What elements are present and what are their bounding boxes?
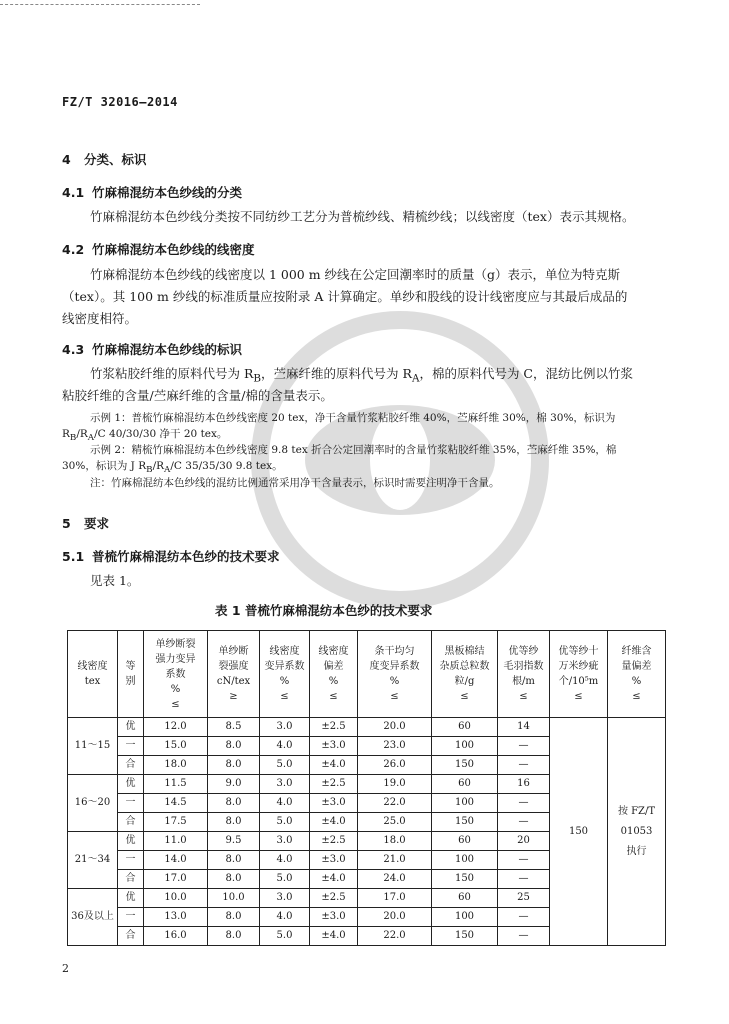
page-number: 2 (62, 962, 69, 975)
header-cell: 单纱断裂 强力变异 系数 % ≤ (144, 631, 208, 718)
section-4-3-body-line1: 竹浆粘胶纤维的原料代号为 $R_B$，苎麻纤维的原料代号为 $R_A$，棉的原料代号为 C，混纺比例以竹浆 (90, 366, 633, 385)
value-cell: 20 (498, 832, 550, 851)
value-cell: ±4.0 (310, 756, 358, 775)
value-cell: 26.0 (358, 756, 432, 775)
value-cell: 11.5 (144, 775, 208, 794)
value-cell: — (498, 794, 550, 813)
table-row (68, 718, 666, 737)
header-cell: 条干均匀 度变异系数 % ≤ (358, 631, 432, 718)
value-cell: 9.5 (208, 832, 260, 851)
value-cell: 18.0 (358, 832, 432, 851)
value-cell: 22.0 (358, 794, 432, 813)
grade-cell: 合 (118, 813, 144, 832)
grade-cell: 合 (118, 927, 144, 946)
value-cell: 100 (432, 794, 498, 813)
value-cell: ±4.0 (310, 870, 358, 889)
value-cell: 14.5 (144, 794, 208, 813)
value-cell: 20.0 (358, 908, 432, 927)
yarn-faults-cell: 150 (550, 718, 608, 946)
section-5-heading: 5 要求 (62, 516, 110, 531)
density-cell: 36及以上 (68, 889, 118, 946)
value-cell: ±2.5 (310, 718, 358, 737)
value-cell: 60 (432, 718, 498, 737)
value-cell: 3.0 (260, 718, 310, 737)
header-cell: 线密度 变异系数 % ≤ (260, 631, 310, 718)
value-cell: — (498, 737, 550, 756)
value-cell: — (498, 756, 550, 775)
example-2-line1: 示例 2：精梳竹麻棉混纺本色纱线密度 9.8 tex 折合公定回潮率时的含量竹浆粘胶纤维 35%，苎麻纤维 35%，棉 (90, 444, 617, 456)
value-cell: 60 (432, 832, 498, 851)
value-cell: 150 (432, 870, 498, 889)
example-1-line2: $R_B/R_A/C$ 40/30/30 净干 20 tex。 (62, 428, 228, 444)
header-cell: 优等纱 毛羽指数 根/m ≤ (498, 631, 550, 718)
value-cell: 24.0 (358, 870, 432, 889)
value-cell: 150 (432, 813, 498, 832)
value-cell: 3.0 (260, 832, 310, 851)
header-cell: 线密度 tex (68, 631, 118, 718)
value-cell: 11.0 (144, 832, 208, 851)
value-cell: 8.0 (208, 756, 260, 775)
value-cell: ±2.5 (310, 775, 358, 794)
section-5-1-body: 见表 1。 (90, 573, 140, 588)
value-cell: ±3.0 (310, 908, 358, 927)
value-cell: 25.0 (358, 813, 432, 832)
value-cell: 150 (432, 756, 498, 775)
density-cell: 16～20 (68, 775, 118, 832)
value-cell: ±4.0 (310, 927, 358, 946)
grade-cell: 优 (118, 889, 144, 908)
value-cell: 18.0 (144, 756, 208, 775)
density-cell: 11～15 (68, 718, 118, 775)
value-cell: 5.0 (260, 870, 310, 889)
value-cell: — (498, 870, 550, 889)
section-4-2-body-line3: 线密度相符。 (62, 311, 138, 326)
section-4-heading: 4 分类、标识 (62, 152, 147, 167)
value-cell: 5.0 (260, 756, 310, 775)
value-cell: 15.0 (144, 737, 208, 756)
value-cell: 16 (498, 775, 550, 794)
value-cell: ±2.5 (310, 889, 358, 908)
grade-cell: 一 (118, 737, 144, 756)
grade-cell: 合 (118, 870, 144, 889)
value-cell: 13.0 (144, 908, 208, 927)
value-cell: 10.0 (144, 889, 208, 908)
value-cell: ±3.0 (310, 737, 358, 756)
value-cell: — (498, 908, 550, 927)
grade-cell: 优 (118, 718, 144, 737)
value-cell: ±3.0 (310, 851, 358, 870)
table-caption: 表 1 普梳竹麻棉混纺本色纱的技术要求 (215, 603, 433, 618)
value-cell: — (498, 851, 550, 870)
value-cell: 5.0 (260, 927, 310, 946)
value-cell: 8.0 (208, 927, 260, 946)
example-1-line1: 示例 1：普梳竹麻棉混纺本色纱线密度 20 tex，净干含量竹浆粘胶纤维 40%，苎麻纤维 30%，棉 30%，标识为 (90, 412, 616, 424)
value-cell: 100 (432, 851, 498, 870)
value-cell: 23.0 (358, 737, 432, 756)
value-cell: 8.0 (208, 908, 260, 927)
value-cell: 8.0 (208, 851, 260, 870)
header-cell: 纤维含 量偏差 % ≤ (608, 631, 666, 718)
value-cell: 17.5 (144, 813, 208, 832)
value-cell: 4.0 (260, 851, 310, 870)
value-cell: 9.0 (208, 775, 260, 794)
fiber-content-cell: 按 FZ/T 01053 执行 (608, 718, 666, 946)
value-cell: 5.0 (260, 813, 310, 832)
value-cell: 17.0 (358, 889, 432, 908)
value-cell: 19.0 (358, 775, 432, 794)
value-cell: 14 (498, 718, 550, 737)
header-cell: 线密度 偏差 % ≤ (310, 631, 358, 718)
table-header-row (68, 631, 666, 718)
watermark-seal (250, 310, 550, 610)
section-4-2-body-line2: （tex）。其 100 m 纱线的标准质量应按附录 A 计算确定。单纱和股线的设计线密度应与其最后成品的 (62, 289, 628, 304)
header-cell: 单纱断 裂强度 cN/tex ≥ (208, 631, 260, 718)
value-cell: 8.0 (208, 870, 260, 889)
value-cell: 4.0 (260, 794, 310, 813)
value-cell: 12.0 (144, 718, 208, 737)
section-4-3-body-line2: 粘胶纤维的含量/苎麻纤维的含量/棉的含量表示。 (62, 388, 333, 403)
value-cell: 25 (498, 889, 550, 908)
spec-table (67, 630, 666, 946)
value-cell: 20.0 (358, 718, 432, 737)
value-cell: 3.0 (260, 889, 310, 908)
value-cell: 150 (432, 927, 498, 946)
top-dashed-rule (0, 4, 200, 5)
value-cell: 3.0 (260, 775, 310, 794)
value-cell: 8.0 (208, 813, 260, 832)
value-cell: ±2.5 (310, 832, 358, 851)
value-cell: ±3.0 (310, 794, 358, 813)
grade-cell: 一 (118, 794, 144, 813)
value-cell: 4.0 (260, 737, 310, 756)
value-cell: 14.0 (144, 851, 208, 870)
grade-cell: 合 (118, 756, 144, 775)
value-cell: — (498, 927, 550, 946)
section-4-3-heading: 4.3 竹麻棉混纺本色纱线的标识 (62, 342, 243, 357)
value-cell: ±4.0 (310, 813, 358, 832)
header-cell: 黑板棉结 杂质总粒数 粒/g ≤ (432, 631, 498, 718)
standard-number: FZ/T 32016—2014 (62, 95, 178, 109)
grade-cell: 优 (118, 775, 144, 794)
value-cell: 22.0 (358, 927, 432, 946)
grade-cell: 优 (118, 832, 144, 851)
value-cell: 8.0 (208, 794, 260, 813)
density-cell: 21～34 (68, 832, 118, 889)
value-cell: 4.0 (260, 908, 310, 927)
value-cell: 16.0 (144, 927, 208, 946)
header-cell: 优等纱十 万米纱疵 个/10⁵m ≤ (550, 631, 608, 718)
example-2-line2: 30%，标识为 J $R_B/R_A/C$ 35/35/30 9.8 tex。 (62, 460, 283, 476)
section-4-1-body: 竹麻棉混纺本色纱线分类按不同纺纱工艺分为普梳纱线、精梳纱线；以线密度（tex）表示其规格。 (90, 209, 635, 224)
section-4-1-heading: 4.1 竹麻棉混纺本色纱线的分类 (62, 185, 243, 200)
value-cell: 60 (432, 775, 498, 794)
note: 注：竹麻棉混纺本色纱线的混纺比例通常采用净干含量表示，标识时需要注明净干含量。 (90, 477, 500, 489)
value-cell: 8.0 (208, 737, 260, 756)
value-cell: 21.0 (358, 851, 432, 870)
section-4-2-heading: 4.2 竹麻棉混纺本色纱线的线密度 (62, 242, 255, 257)
value-cell: 100 (432, 908, 498, 927)
value-cell: 10.0 (208, 889, 260, 908)
value-cell: 100 (432, 737, 498, 756)
value-cell: 60 (432, 889, 498, 908)
value-cell: 17.0 (144, 870, 208, 889)
section-5-1-heading: 5.1 普梳竹麻棉混纺本色纱的技术要求 (62, 549, 280, 564)
header-cell: 等 别 (118, 631, 144, 718)
value-cell: 8.5 (208, 718, 260, 737)
value-cell: — (498, 813, 550, 832)
grade-cell: 一 (118, 851, 144, 870)
grade-cell: 一 (118, 908, 144, 927)
section-4-2-body-line1: 竹麻棉混纺本色纱线的线密度以 1 000 m 纱线在公定回潮率时的质量（g）表示，单位为特克斯 (90, 267, 621, 282)
